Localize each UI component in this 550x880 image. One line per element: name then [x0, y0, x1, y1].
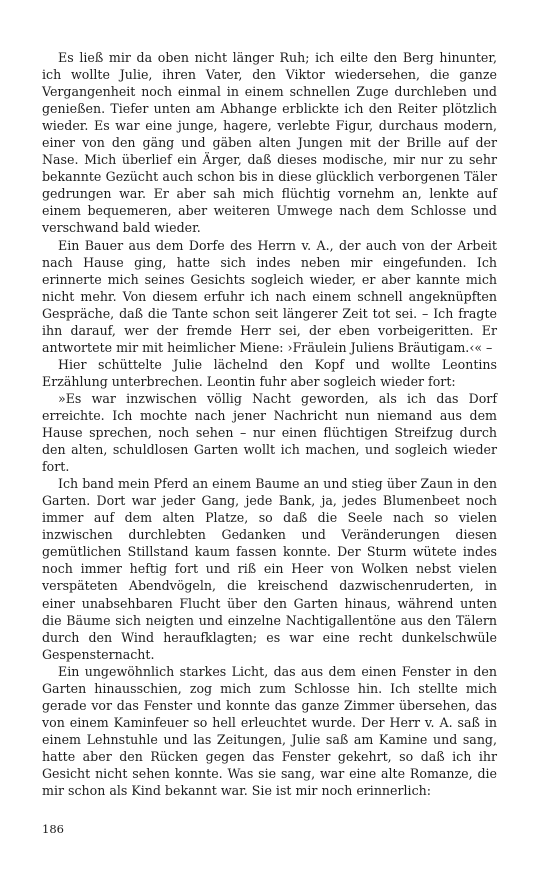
paragraph-6: Ein ungewöhnlich starkes Licht, das aus dem einen Fenster in den Garten hinausschien, zog mich zum Schlosse hin. Ich stellte mich gerade vor das Fenster und konnte das ganze Zimmer übersehen, das von einem Kaminfeuer so hell erleuchtet wurde. Der Herr v. A. saß in einem Lehnstuhle und las Zeitungen, Julie saß am Kamine und sang, hatte aber den Rücken gegen das Fenster gekehrt, so daß ich ihr Gesicht nicht sehen konnte. Was sie sang, war eine alte Romanze, die mir schon als Kind bekannt war. Sie ist mir noch erinnerlich: [42, 663, 497, 799]
paragraph-1: Es ließ mir da oben nicht länger Ruh; ich eilte den Berg hinunter, ich wollte Julie, ihren Vater, den Viktor wiedersehen, die ganze Vergangenheit noch einmal in einem schnellen Zuge durchleben und genießen. Tiefer unten am Abhange erblickte ich den Reiter plötzlich wieder. Es war eine junge, hagere, verlebte Figur, durchaus modern, einer von den gäng und gäben alten Jungen mit der Brille auf der Nase. Mich überlief ein Ärger, daß dieses modische, mir nur zu sehr bekannte Gezücht auch schon bis in diese glücklich verborgenen Täler gedrungen war. Er aber sah mich flüchtig vornehm an, lenkte auf einem bequemeren, aber weiteren Umwege nach dem Schlosse und verschwand bald wieder. [42, 50, 497, 236]
paragraph-3: Hier schüttelte Julie lächelnd den Kopf und wollte Leontins Erzählung unterbrechen. Leontin fuhr aber sogleich wieder fort: [42, 356, 497, 389]
body-text [42, 49, 497, 799]
paragraph-2: Ein Bauer aus dem Dorfe des Herrn v. A., der auch von der Arbeit nach Hause ging, hatte sich indes neben mir eingefunden. Ich erinnerte mich seines Gesichts sogleich wieder, er aber kannte mich nicht mehr. Von diesem erfuhr ich nach einem schnell angeknüpften Gespräche, daß die Tante schon seit längerer Zeit tot sei. – Ich fragte ihn darauf, wer der fremde Herr sei, der eben vorbeigeritten. Er antwortete mir mit heimlicher Miene: ›Fräulein Juliens Bräutigam.‹« – [42, 237, 497, 355]
paragraph-5: Ich band mein Pferd an einem Baume an und stieg über Zaun in den Garten. Dort war jeder Gang, jede Bank, ja, jedes Blumenbeet noch immer auf dem alten Platze, so daß die Seele nach so vielen inzwischen durchlebten Gedanken und Veränderungen diesen gemütlichen Stillstand kaum fassen konnte. Der Sturm wütete indes noch immer heftig fort und riß ein Heer von Wolken nebst vielen verspäteten Abendvögeln, die kreischend dazwischenruderten, in einer unabsehbaren Flucht über den Garten hinaus, während unten die Bäume sich neigten und einzelne Nachtigallentöne aus den Tälern durch den Wind heraufklagten; es war eine recht dunkelschwüle Gespensternacht. [42, 476, 497, 662]
paragraph-4: »Es war inzwischen völlig Nacht geworden, als ich das Dorf erreichte. Ich mochte nach jener Nachricht nun niemand aus dem Hause sprechen, noch sehen – nur einen flüchtigen Streifzug durch den alten, schuldlosen Garten wollt ich machen, und sogleich wieder fort. [42, 390, 497, 475]
page-number: 186 [42, 822, 64, 836]
